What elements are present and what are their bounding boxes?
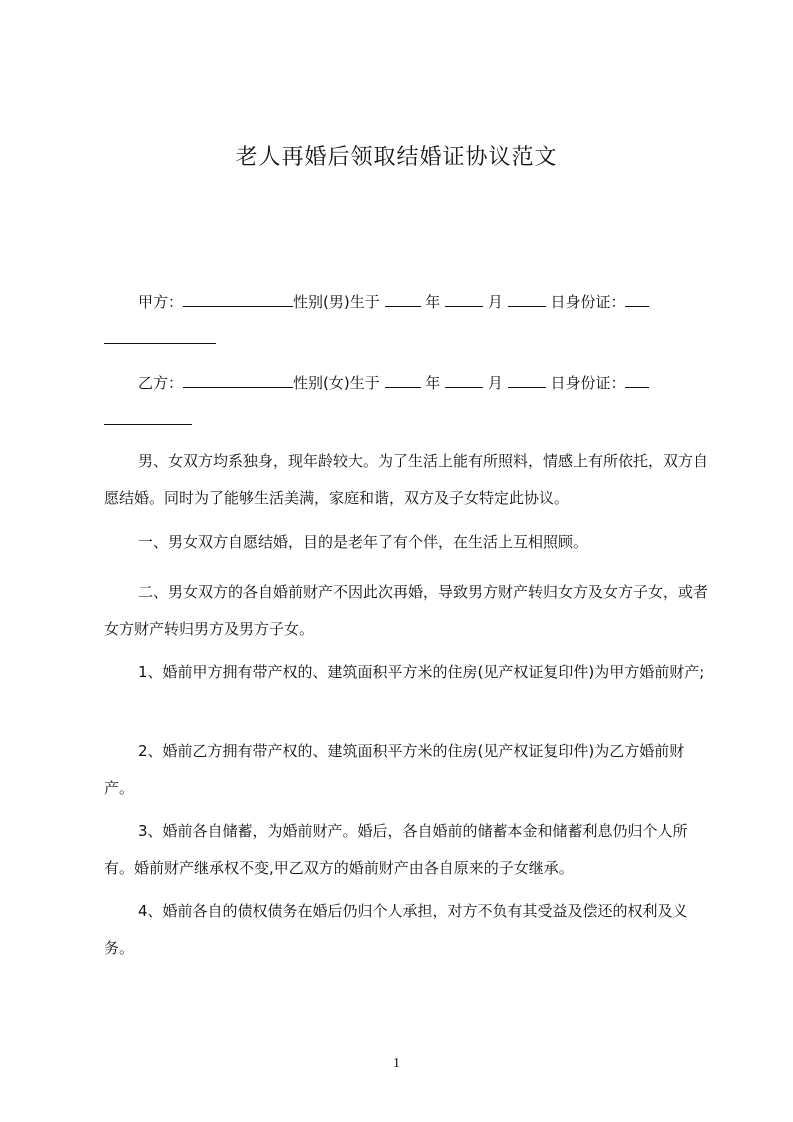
party-a-id-blank-continued — [104, 327, 216, 344]
party-b-month-label: 月 — [487, 374, 503, 392]
party-a-name-blank — [183, 290, 293, 307]
document-title: 老人再婚后领取结婚证协议范文 — [235, 145, 558, 170]
party-a-label: 甲方： — [138, 293, 184, 311]
intro-paragraph: 男、女双方均系独身，现年龄较大。为了生活上能有所照料，情感上有所依托，双方自愿结婚。同时为了能够生活美满，家庭和谐，双方及子女特定此协议。 — [104, 452, 709, 507]
party-a-month-blank — [445, 290, 483, 307]
party-a-gender-birth: 性别(男)生于 — [293, 293, 380, 311]
party-b-id-blank-continued — [104, 408, 192, 425]
item-2: 2、婚前乙方拥有带产权的、建筑面积平方米的住房(见产权证复印件)为乙方婚前财产。 — [104, 742, 685, 797]
party-b-gender-birth: 性别(女)生于 — [293, 374, 380, 392]
party-b-name-blank — [183, 371, 293, 388]
party-b-day-id-label: 日身份证： — [550, 374, 626, 392]
clause-1: 一、男女双方自愿结婚，目的是老年了有个伴，在生活上互相照顾。 — [138, 533, 589, 551]
party-a-id-blank — [625, 290, 649, 307]
party-a-month-label: 月 — [487, 293, 503, 311]
party-a-day-blank — [508, 290, 546, 307]
party-a-line — [104, 284, 710, 358]
party-b-month-blank — [445, 371, 483, 388]
clause-2: 二、男女双方的各自婚前财产不因此次再婚，导致男方财产转归女方及女方子女，或者女方财产转归男方及男方子女。 — [104, 583, 709, 638]
item-1: 1、婚前甲方拥有带产权的、建筑面积平方米的住房(见产权证复印件)为甲方婚前财产; — [138, 663, 705, 681]
item-3: 3、婚前各自储蓄，为婚前财产。婚后，各自婚前的储蓄本金和储蓄利息仍归个人所有。婚前财产继承权不变,甲乙双方的婚前财产由各自原来的子女继承。 — [104, 822, 688, 877]
party-a-year-blank — [385, 290, 421, 307]
party-b-label: 乙方： — [138, 374, 184, 392]
page-number: 1 — [393, 1056, 400, 1071]
party-b-line — [104, 365, 710, 439]
party-b-day-blank — [508, 371, 546, 388]
party-b-year-blank — [385, 371, 421, 388]
party-b-id-blank — [625, 371, 649, 388]
party-b-year-label: 年 — [425, 374, 441, 392]
party-a-year-label: 年 — [425, 293, 441, 311]
item-4: 4、婚前各自的债权债务在婚后仍归个人承担，对方不负有其受益及偿还的权利及义务。 — [104, 902, 688, 957]
party-a-day-id-label: 日身份证： — [550, 293, 626, 311]
